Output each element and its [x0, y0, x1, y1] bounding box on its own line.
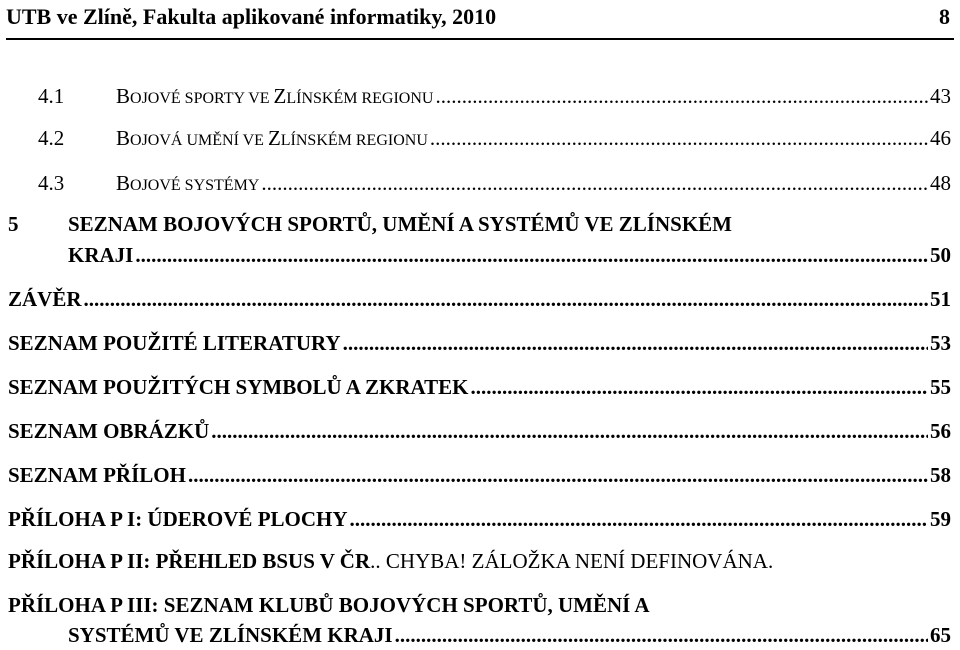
toc-number: 4.1 — [38, 84, 65, 108]
toc-entry-prilohy[interactable] — [8, 463, 951, 488]
toc-title: SEZNAM OBRÁZKŮ — [8, 419, 210, 443]
toc-leader — [430, 126, 928, 151]
toc-page: 59 — [930, 507, 951, 531]
toc-page: 58 — [930, 463, 951, 487]
toc-leader — [188, 463, 928, 488]
toc-page: 55 — [930, 375, 951, 399]
toc-title: ZÁVĚR — [8, 287, 82, 311]
header-title: UTB ve Zlíně, Fakulta aplikované informatiky, 2010 — [6, 4, 497, 29]
toc-entry-4-1[interactable] — [38, 84, 951, 109]
toc-entry-obrazky[interactable] — [8, 419, 951, 444]
toc-entry-5-cont[interactable] — [68, 243, 951, 268]
toc-title: BOJOVÁ UMĚNÍ VE ZLÍNSKÉM REGIONU — [116, 126, 428, 150]
toc-entry-literatura[interactable] — [8, 331, 951, 356]
toc-title-line2: KRAJI — [68, 243, 134, 267]
toc-page: 46 — [930, 126, 951, 150]
toc-leader — [435, 84, 928, 109]
toc-title: SEZNAM POUŽITÝCH SYMBOLŮ A ZKRATEK — [8, 375, 469, 399]
toc-page: 48 — [930, 171, 951, 195]
toc-number: 4.2 — [38, 126, 65, 150]
toc-entry-zaver[interactable] — [8, 287, 951, 312]
toc-entry-priloha-2[interactable] — [8, 549, 773, 574]
toc-title: BOJOVÉ SPORTY VE ZLÍNSKÉM REGIONU — [116, 84, 434, 108]
toc-title: BOJOVÉ SYSTÉMY — [116, 171, 260, 195]
toc-page: 43 — [930, 84, 951, 108]
header-page-number: 8 — [939, 4, 950, 29]
toc-entry-priloha-1[interactable] — [8, 507, 951, 532]
toc-page: 56 — [930, 419, 951, 443]
page-header — [6, 2, 954, 40]
toc-title: SEZNAM PŘÍLOH — [8, 463, 186, 487]
toc-error-text: .. CHYBA! ZÁLOŽKA NENÍ DEFINOVÁNA. — [370, 549, 774, 573]
toc-number: 4.3 — [38, 171, 65, 195]
toc-leader — [211, 419, 928, 444]
toc-leader — [343, 331, 928, 356]
toc-title: PŘÍLOHA P I: ÚDEROVÉ PLOCHY — [8, 507, 348, 531]
toc-leader — [261, 171, 928, 196]
toc-entry-priloha-3-cont[interactable] — [68, 623, 951, 648]
toc-title-line1: PŘÍLOHA P III: SEZNAM KLUBŮ BOJOVÝCH SPORTŮ, UMĚNÍ A — [8, 593, 650, 617]
toc-page: 50 — [930, 243, 951, 267]
toc-entry-4-3[interactable] — [38, 171, 951, 196]
toc-entry-5[interactable] — [8, 212, 732, 237]
toc-title: PŘÍLOHA P II: PŘEHLED BSUS V ČR — [8, 549, 371, 573]
toc-leader — [471, 375, 928, 400]
toc-leader — [135, 243, 928, 268]
toc-page: 65 — [930, 623, 951, 647]
toc-entry-symboly[interactable] — [8, 375, 951, 400]
toc-title: SEZNAM POUŽITÉ LITERATURY — [8, 331, 341, 355]
toc-number: 5 — [8, 212, 19, 236]
toc-title-line1: SEZNAM BOJOVÝCH SPORTŮ, UMĚNÍ A SYSTÉMŮ VE ZLÍNSKÉM — [68, 212, 732, 236]
toc-title-line2: SYSTÉMŮ VE ZLÍNSKÉM KRAJI — [68, 623, 393, 647]
toc-leader — [84, 287, 928, 312]
toc-entry-4-2[interactable] — [38, 126, 951, 151]
toc-page: 53 — [930, 331, 951, 355]
toc-entry-priloha-3[interactable] — [8, 593, 650, 618]
toc-page: 51 — [930, 287, 951, 311]
toc-leader — [395, 623, 928, 648]
toc-leader — [350, 507, 928, 532]
